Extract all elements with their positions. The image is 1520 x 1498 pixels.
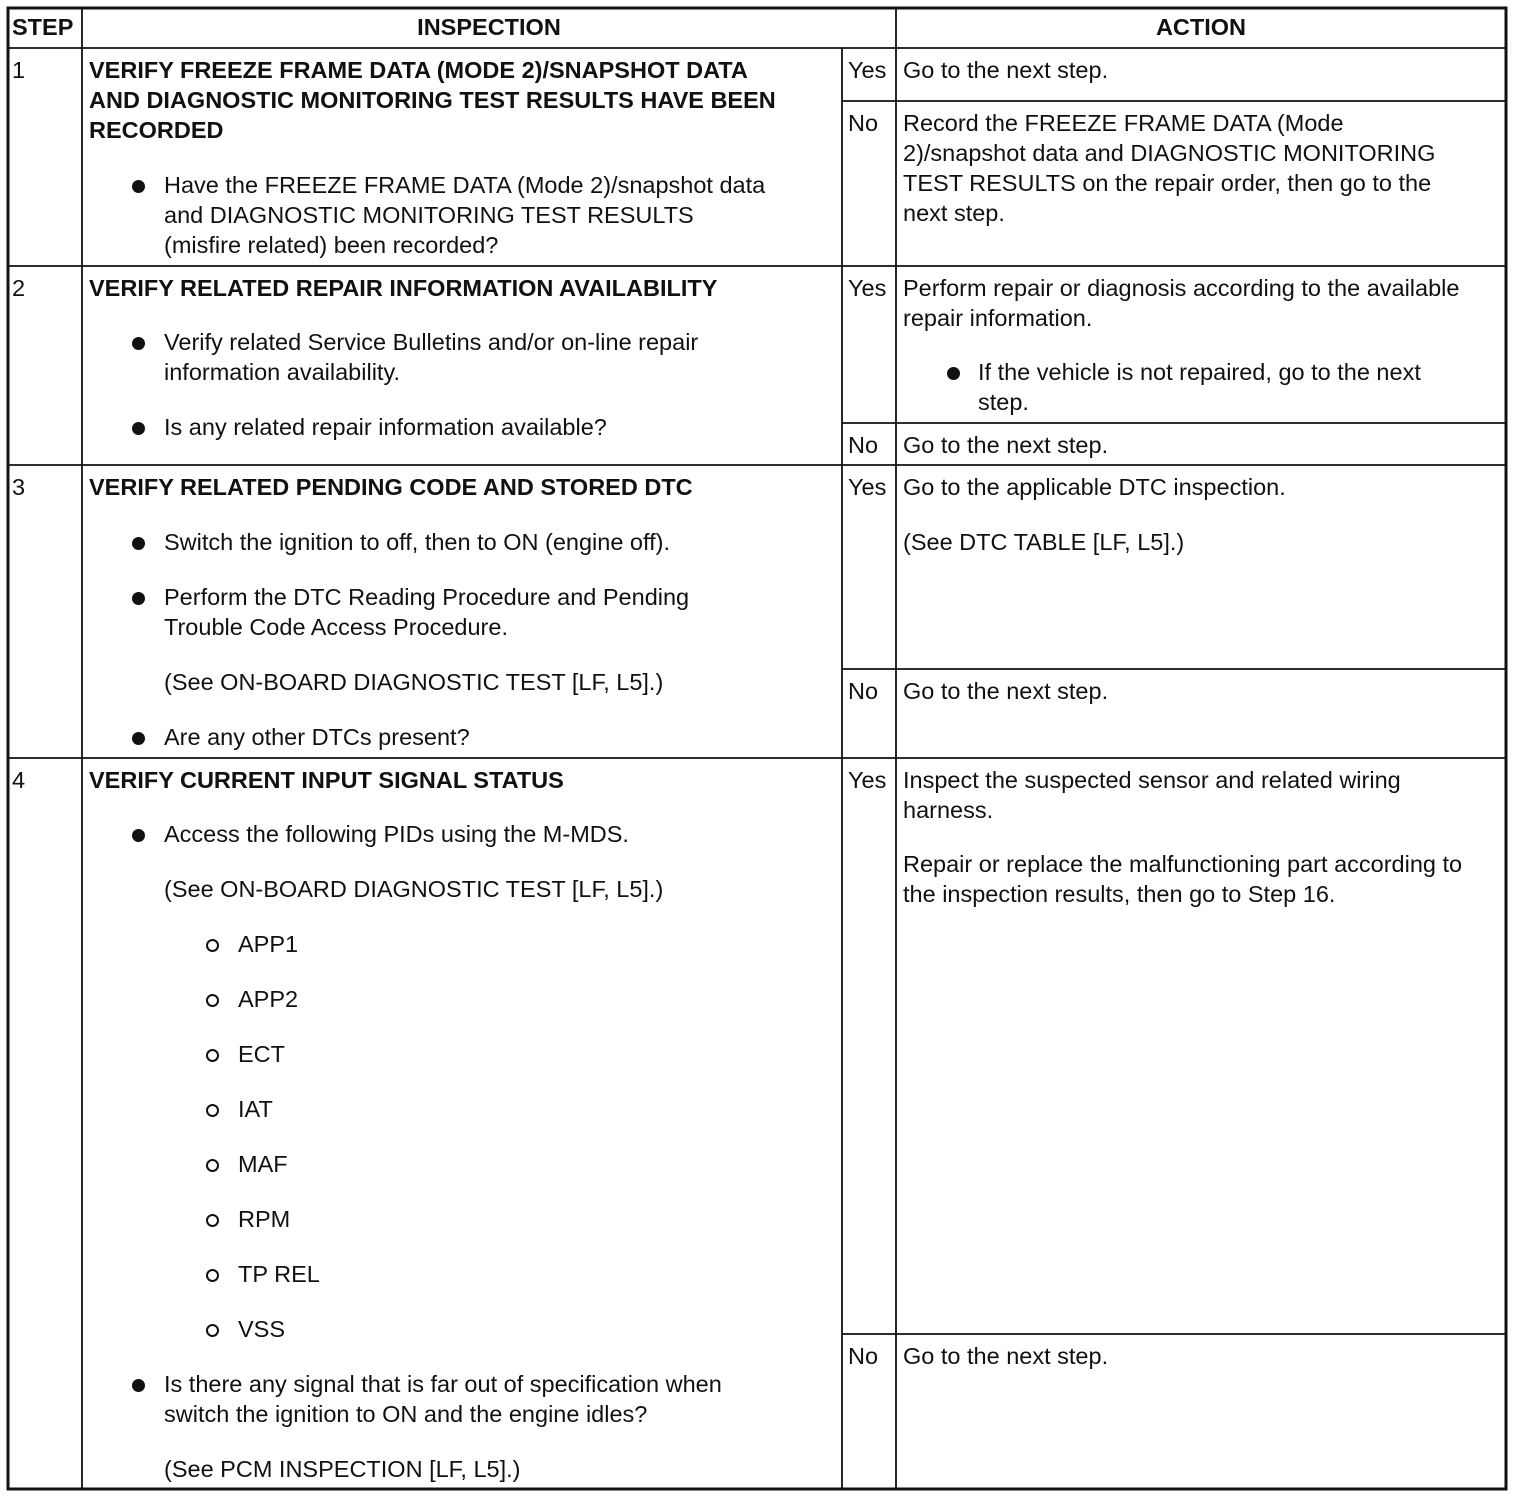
no-action-text: next step. <box>903 200 1005 226</box>
no-label: No <box>848 1343 879 1369</box>
yes-action-text: Go to the applicable DTC inspection. <box>903 474 1286 500</box>
yes-action-text: harness. <box>903 797 994 823</box>
inspection-text: Switch the ignition to off, then to ON (engine off). <box>164 529 670 555</box>
circle-bullet-icon <box>206 939 219 952</box>
yes-action-text: If the vehicle is not repaired, go to the next <box>978 359 1421 385</box>
inspection-text: and DIAGNOSTIC MONITORING TEST RESULTS <box>164 202 694 228</box>
pid-item: ECT <box>238 1041 285 1067</box>
reference-text: (See ON-BOARD DIAGNOSTIC TEST [LF, L5].) <box>164 876 664 902</box>
pid-item: TP REL <box>238 1261 320 1287</box>
bullet-icon <box>132 592 145 605</box>
step-number: 2 <box>12 275 26 301</box>
yes-action-text: Go to the next step. <box>903 57 1109 83</box>
step-title-line: AND DIAGNOSTIC MONITORING TEST RESULTS HAVE BEEN <box>89 87 776 113</box>
no-action-text: Go to the next step. <box>903 1343 1109 1369</box>
circle-bullet-icon <box>206 1049 219 1062</box>
no-label: No <box>848 432 879 458</box>
circle-bullet-icon <box>206 1269 219 1282</box>
step-number: 1 <box>12 57 26 83</box>
yes-label: Yes <box>848 57 887 83</box>
yes-action-text: Perform repair or diagnosis according to the available <box>903 275 1460 301</box>
bullet-icon <box>132 337 145 350</box>
step-title-line: VERIFY RELATED PENDING CODE AND STORED DTC <box>89 474 693 500</box>
inspection-text: Are any other DTCs present? <box>164 724 470 750</box>
yes-action-text: Inspect the suspected sensor and related wiring <box>903 767 1401 793</box>
circle-bullet-icon <box>206 1104 219 1117</box>
yes-action-text: repair information. <box>903 305 1093 331</box>
inspection-text: Perform the DTC Reading Procedure and Pending <box>164 584 690 610</box>
no-action-text: TEST RESULTS on the repair order, then go to the <box>903 170 1432 196</box>
step-title-line: VERIFY RELATED REPAIR INFORMATION AVAILABILITY <box>89 275 718 301</box>
pid-item: VSS <box>238 1316 286 1342</box>
no-action-text: Go to the next step. <box>903 678 1109 704</box>
no-action-text: Go to the next step. <box>903 432 1109 458</box>
reference-text: (See ON-BOARD DIAGNOSTIC TEST [LF, L5].) <box>164 669 664 695</box>
inspection-text: Is any related repair information available? <box>164 414 607 440</box>
circle-bullet-icon <box>206 994 219 1007</box>
bullet-icon <box>132 537 145 550</box>
yes-action-text: the inspection results, then go to Step 16. <box>903 881 1336 907</box>
pid-item: APP1 <box>238 931 299 957</box>
bullet-icon <box>132 732 145 745</box>
circle-bullet-icon <box>206 1324 219 1337</box>
inspection-text: (misfire related) been recorded? <box>164 232 499 258</box>
no-label: No <box>848 678 879 704</box>
inspection-text: Have the FREEZE FRAME DATA (Mode 2)/snapshot data <box>164 172 766 198</box>
pid-item: MAF <box>238 1151 288 1177</box>
step-number: 3 <box>12 474 26 500</box>
bullet-icon <box>132 180 145 193</box>
header-action: ACTION <box>1155 14 1247 40</box>
bullet-icon <box>132 422 145 435</box>
pid-item: IAT <box>238 1096 273 1122</box>
pid-item: APP2 <box>238 986 299 1012</box>
step-title-line: VERIFY CURRENT INPUT SIGNAL STATUS <box>89 767 564 793</box>
inspection-text: Verify related Service Bulletins and/or on-line repair <box>164 329 699 355</box>
no-action-text: Record the FREEZE FRAME DATA (Mode <box>903 110 1344 136</box>
yes-label: Yes <box>848 275 887 301</box>
step-number: 4 <box>12 767 26 793</box>
step-title-line: VERIFY FREEZE FRAME DATA (MODE 2)/SNAPSHOT DATA <box>89 57 748 83</box>
inspection-text: switch the ignition to ON and the engine idles? <box>164 1401 648 1427</box>
step-title-line: RECORDED <box>89 117 224 143</box>
yes-action-text: step. <box>978 389 1029 415</box>
no-label: No <box>848 110 879 136</box>
circle-bullet-icon <box>206 1214 219 1227</box>
header-step: STEP <box>12 14 74 40</box>
yes-label: Yes <box>848 474 887 500</box>
circle-bullet-icon <box>206 1159 219 1172</box>
bullet-icon <box>132 1379 145 1392</box>
bullet-icon <box>947 367 960 380</box>
reference-text: (See PCM INSPECTION [LF, L5].) <box>164 1456 521 1482</box>
header-inspection: INSPECTION <box>417 14 561 40</box>
pid-item: RPM <box>238 1206 291 1232</box>
reference-text: (See DTC TABLE [LF, L5].) <box>903 529 1185 555</box>
yes-action-text: Repair or replace the malfunctioning part according to <box>903 851 1463 877</box>
bullet-icon <box>132 829 145 842</box>
inspection-text: Is there any signal that is far out of specification when <box>164 1371 722 1397</box>
inspection-text: Access the following PIDs using the M-MDS. <box>164 821 629 847</box>
yes-label: Yes <box>848 767 887 793</box>
inspection-text: Trouble Code Access Procedure. <box>164 614 508 640</box>
no-action-text: 2)/snapshot data and DIAGNOSTIC MONITORING <box>903 140 1436 166</box>
inspection-text: information availability. <box>164 359 400 385</box>
